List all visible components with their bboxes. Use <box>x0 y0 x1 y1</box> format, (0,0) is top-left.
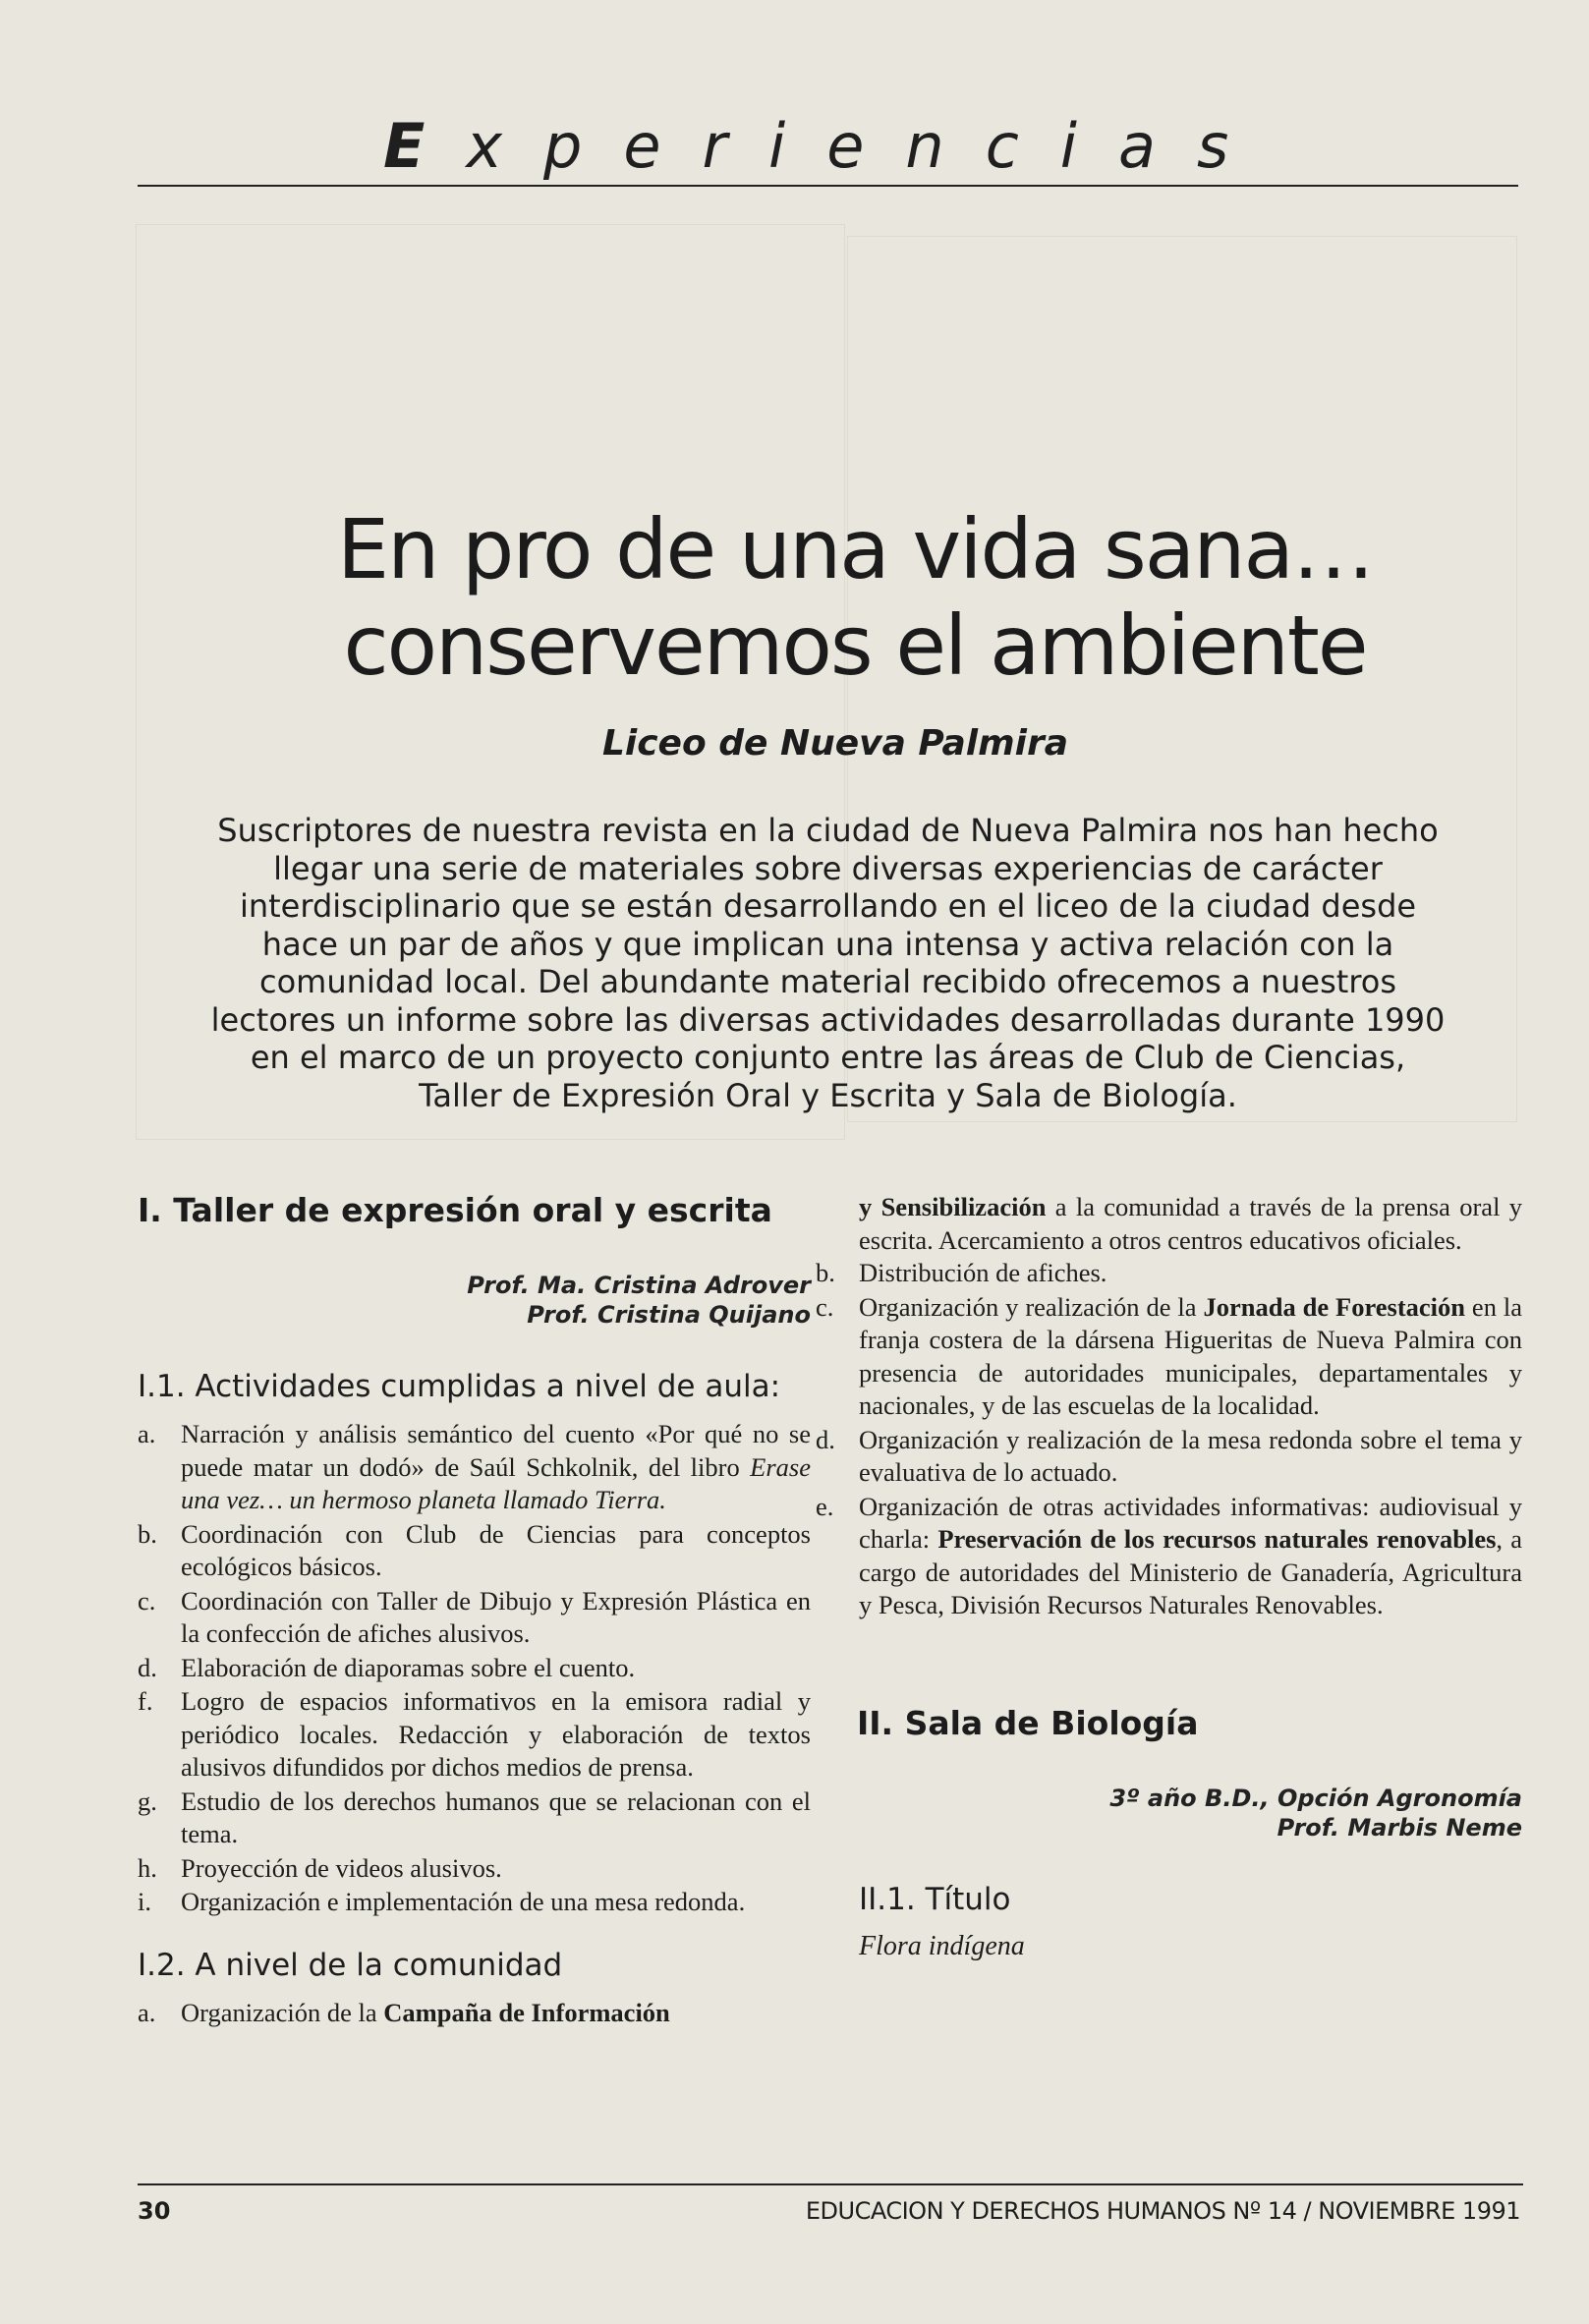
subsection-heading-1-2: I.2. A nivel de la comunidad <box>138 1947 563 1983</box>
article-title-line-1: En pro de una vida sana… <box>337 501 1373 597</box>
community-list-continued <box>816 1291 1522 1622</box>
lead-paragraph <box>142 812 1513 1114</box>
list-item: d. Elaboración de diaporamas sobre el cuento. <box>138 1652 636 1682</box>
list-item: c. Organización y realización de la Jornada de Forestación en la franja costera de la dársena Higueritas de Nueva Palmira con presencia de autoridades municipales, departamentales y nacionales, y de las escuelas de la localidad. <box>816 1291 1522 1420</box>
lead-line: Taller de Expresión Oral y Escrita y Sala de Biología. <box>419 1076 1237 1114</box>
community-list-continued <box>816 1257 1522 1290</box>
publication-footer: EDUCACION Y DERECHOS HUMANOS Nº 14 / NOVIEMBRE 1991 <box>805 2197 1520 2225</box>
lead-line: comunidad local. Del abundante material recibido ofrecemos a nuestros <box>258 963 1397 1000</box>
left-column <box>138 1191 811 2030</box>
header-rule <box>138 185 1518 187</box>
lead-line: llegar una serie de materiales sobre diversas experiencias de carácter <box>273 849 1383 887</box>
list-item: b. Distribución de afiches. <box>816 1258 1107 1287</box>
lead-line: hace un par de años y que implican una intensa y activa relación con la <box>261 925 1394 963</box>
section-header <box>383 110 1271 182</box>
list-item: e. Organización de otras actividades informativas: audiovisual y charla: Preservación de los recursos naturales renovables, a cargo de autoridades del Ministerio de Ganadería, Agricultura y Pesca, División Recursos Naturales Renovables. <box>816 1491 1523 1619</box>
article-title <box>118 501 1589 694</box>
community-list <box>138 1997 811 2030</box>
lead-line: interdisciplinario que se están desarrollando en el liceo de la ciudad desde <box>239 887 1417 925</box>
lead-line: en el marco de un proyecto conjunto entre las áreas de Club de Ciencias, <box>250 1039 1406 1076</box>
byline-4: Prof. Marbis Neme <box>1277 1813 1522 1842</box>
page-number: 30 <box>138 2197 171 2225</box>
article-title-line-2: conservemos el ambiente <box>343 597 1367 694</box>
section-header-rest: xperiencias <box>466 110 1271 182</box>
list-item: i. Organización e implementación de una mesa redonda. <box>138 1887 746 1916</box>
activity-list <box>138 1418 811 1919</box>
list-item: d. Organización y realización de la mesa redonda sobre el tema y evaluativa de lo actuado. <box>816 1424 1522 1487</box>
byline-1: Prof. Ma. Cristina Adrover <box>467 1272 811 1299</box>
list-item: b. Coordinación con Club de Ciencias para conceptos ecológicos básicos. <box>138 1518 811 1581</box>
lead-line: Suscriptores de nuestra revista en la ciudad de Nueva Palmira nos han hecho <box>217 812 1439 849</box>
byline-3: 3º año B.D., Opción Agronomía <box>1109 1784 1522 1812</box>
section-heading-1: I. Taller de expresión oral y escrita <box>138 1191 772 1229</box>
continued-item-a: y Sensibilización a la comunidad a través de la prensa oral y escrita. Acercamiento a otros centros educativos oficiales. <box>859 1192 1522 1255</box>
list-item: g. Estudio de los derechos humanos que se relacionan con el tema. <box>138 1786 811 1848</box>
lead-line: lectores un informe sobre las diversas actividades desarrolladas durante 1990 <box>210 1000 1446 1039</box>
article-subtitle: Liceo de Nueva Palmira <box>601 723 1069 764</box>
subsection-heading-1-1: I.1. Actividades cumplidas a nivel de aula: <box>138 1369 781 1404</box>
list-item: a. Narración y análisis semántico del cuento «Por qué no se puede matar un dodó» de Saúl Schkolnik, del libro Erase una vez… un hermoso planeta llamado Tierra. <box>138 1419 811 1514</box>
section-heading-2: II. Sala de Biología <box>857 1703 1199 1742</box>
list-item: a. Organización de la Campaña de Información <box>138 1997 670 2027</box>
title-value: Flora indígena <box>859 1930 1025 1961</box>
footer-rule <box>138 2183 1523 2185</box>
right-column <box>816 1191 1523 1962</box>
list-item: f. Logro de espacios informativos en la emisora radial y periódico locales. Redacción y elaboración de textos alusivos difundidos por dichos medios de prensa. <box>138 1686 811 1782</box>
subsection-heading-2-1: II.1. Título <box>859 1881 1011 1917</box>
list-item: h. Proyección de videos alusivos. <box>138 1852 502 1883</box>
list-item: c. Coordinación con Taller de Dibujo y Expresión Plástica en la confección de afiches alusivos. <box>138 1585 811 1648</box>
section-header-initial: E <box>383 110 467 182</box>
byline-2: Prof. Cristina Quijano <box>527 1301 811 1329</box>
